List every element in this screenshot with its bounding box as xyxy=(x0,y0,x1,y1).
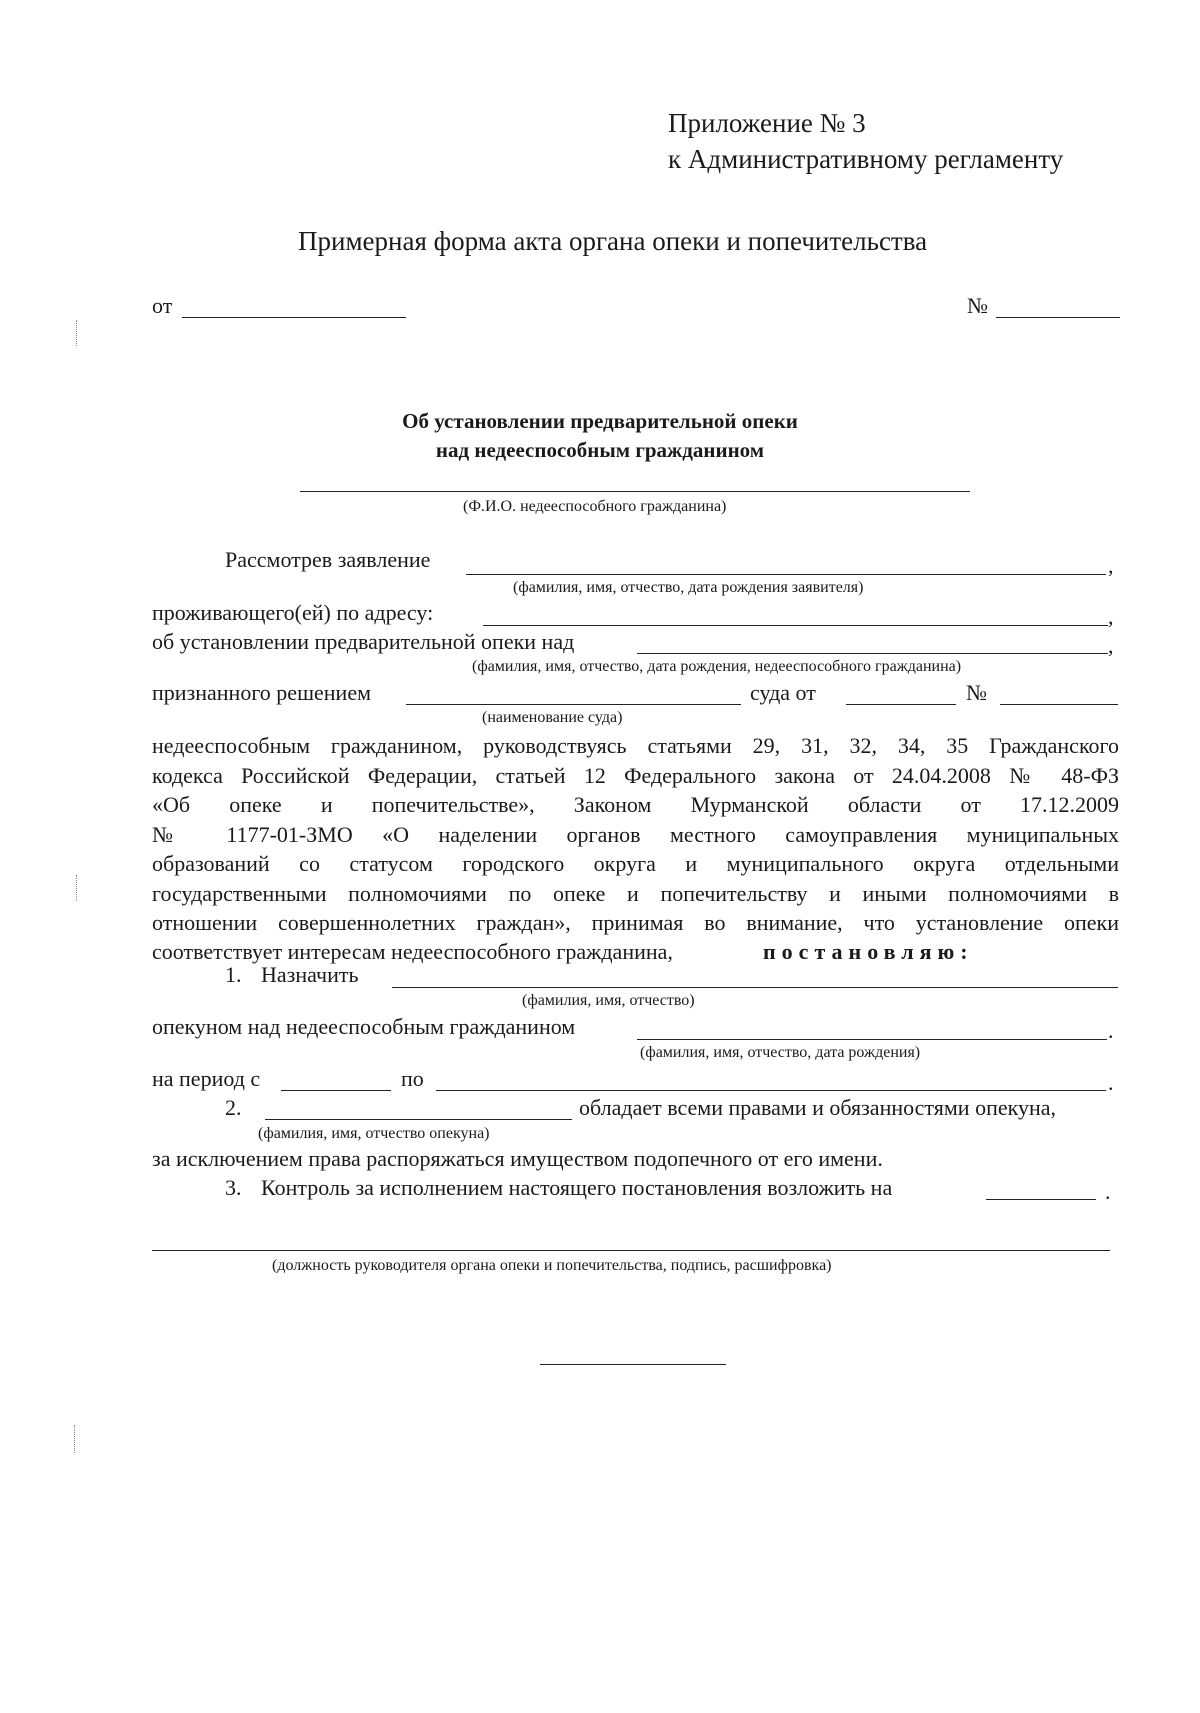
guardian-over-label: опекуном над недееспособным гражданином xyxy=(152,1014,576,1039)
guardian-name-field[interactable] xyxy=(392,987,1118,988)
incapable-fio-field[interactable] xyxy=(300,491,970,492)
caption-applicant: (фамилия, имя, отчество, дата рождения заявителя) xyxy=(513,579,864,596)
incapable-name-field[interactable] xyxy=(637,1039,1107,1040)
caption-court-name: (наименование суда) xyxy=(482,709,623,726)
margin-mark xyxy=(74,1425,75,1453)
act-heading-line1: Об установлении предварительной опеки xyxy=(402,409,798,433)
appendix-number: Приложение № 3 xyxy=(668,108,866,138)
item3-text: Контроль за исполнением настоящего постановления возложить на xyxy=(261,1175,893,1200)
margin-mark xyxy=(76,875,77,901)
body-last-line: соответствует интересам недееспособного гражданина, xyxy=(152,939,673,964)
caption-fio-incapable: (Ф.И.О. недееспособного гражданина) xyxy=(463,498,727,515)
comma: , xyxy=(1108,553,1114,578)
address-field[interactable] xyxy=(483,625,1108,626)
item1-label: Назначить xyxy=(261,962,359,987)
period-start-field[interactable] xyxy=(281,1090,391,1091)
period-end-field[interactable] xyxy=(436,1090,1106,1091)
caption-incapable-full: (фамилия, имя, отчество, дата рождения, недееспособного гражданина) xyxy=(472,658,962,675)
signature-field[interactable] xyxy=(152,1250,1110,1251)
recognized-label: признанного решением xyxy=(152,680,372,705)
guardian-fio-field[interactable] xyxy=(265,1119,572,1120)
body-line: отношении совершеннолетних граждан», принимая во внимание, что установление опеки xyxy=(152,910,1119,935)
resolve-word: постановляю: xyxy=(763,939,974,964)
caption-fio-birth: (фамилия, имя, отчество, дата рождения) xyxy=(640,1044,921,1061)
establish-label: об установлении предварительной опеки над xyxy=(152,629,575,654)
item2-number: 2. xyxy=(225,1095,242,1120)
margin-mark xyxy=(76,320,77,346)
control-person-field[interactable] xyxy=(986,1199,1096,1200)
court-number-label: № xyxy=(966,680,987,705)
caption-guardian: (фамилия, имя, отчество опекуна) xyxy=(258,1125,490,1142)
body-line: государственными полномочиями по опеке и попечительству и иными полномочиями в xyxy=(152,881,1119,906)
item1-number: 1. xyxy=(225,962,242,987)
item2-text: обладает всеми правами и обязанностями опекуна, xyxy=(579,1095,1057,1120)
comma: , xyxy=(1108,633,1114,658)
period-label: на период с xyxy=(152,1066,261,1091)
considered-label: Рассмотрев заявление xyxy=(225,547,431,572)
period-mark: . xyxy=(1108,1018,1114,1043)
address-label: проживающего(ей) по адресу: xyxy=(152,600,434,625)
body-line: «Об опеке и попечительстве», Законом Мурманской области от 17.12.2009 xyxy=(152,792,1119,817)
item3-number: 3. xyxy=(225,1175,242,1200)
court-name-field[interactable] xyxy=(406,704,741,705)
number-label: № xyxy=(967,293,988,318)
body-line: № 1177-01-ЗМО «О наделении органов местного самоуправления муниципальных xyxy=(152,822,1119,847)
form-title: Примерная форма акта органа опеки и попечительства xyxy=(298,226,928,256)
date-label: от xyxy=(152,293,173,318)
period-to-label: по xyxy=(401,1066,424,1091)
caption-fio: (фамилия, имя, отчество) xyxy=(522,992,695,1009)
appendix-regulation: к Административному регламенту xyxy=(668,144,1064,174)
incapable-full-field[interactable] xyxy=(637,653,1108,654)
caption-signature: (должность руководителя органа опеки и попечительства, подпись, расшифровка) xyxy=(272,1257,832,1274)
body-line: образований со статусом городского округа и муниципального округа отдельными xyxy=(152,851,1119,876)
period-mark: . xyxy=(1105,1179,1111,1204)
body-line: кодекса Российской Федерации, статьей 12 Федерального закона от 24.04.2008 № 48-ФЗ xyxy=(152,763,1119,788)
body-line: недееспособным гражданином, руководствуясь статьями 29, 31, 32, 34, 35 Гражданского xyxy=(152,733,1119,758)
number-field[interactable] xyxy=(996,317,1120,318)
court-from-label: суда от xyxy=(750,680,816,705)
date-field[interactable] xyxy=(182,317,406,318)
period-mark: . xyxy=(1108,1070,1114,1095)
applicant-field[interactable] xyxy=(466,574,1106,575)
act-heading-line2: над недееспособным гражданином xyxy=(435,438,765,462)
court-number-field[interactable] xyxy=(1000,704,1118,705)
divider xyxy=(540,1364,726,1365)
court-date-field[interactable] xyxy=(846,704,956,705)
item2-continuation: за исключением права распоряжаться имуществом подопечного от его имени. xyxy=(152,1146,883,1171)
comma: , xyxy=(1108,604,1114,629)
